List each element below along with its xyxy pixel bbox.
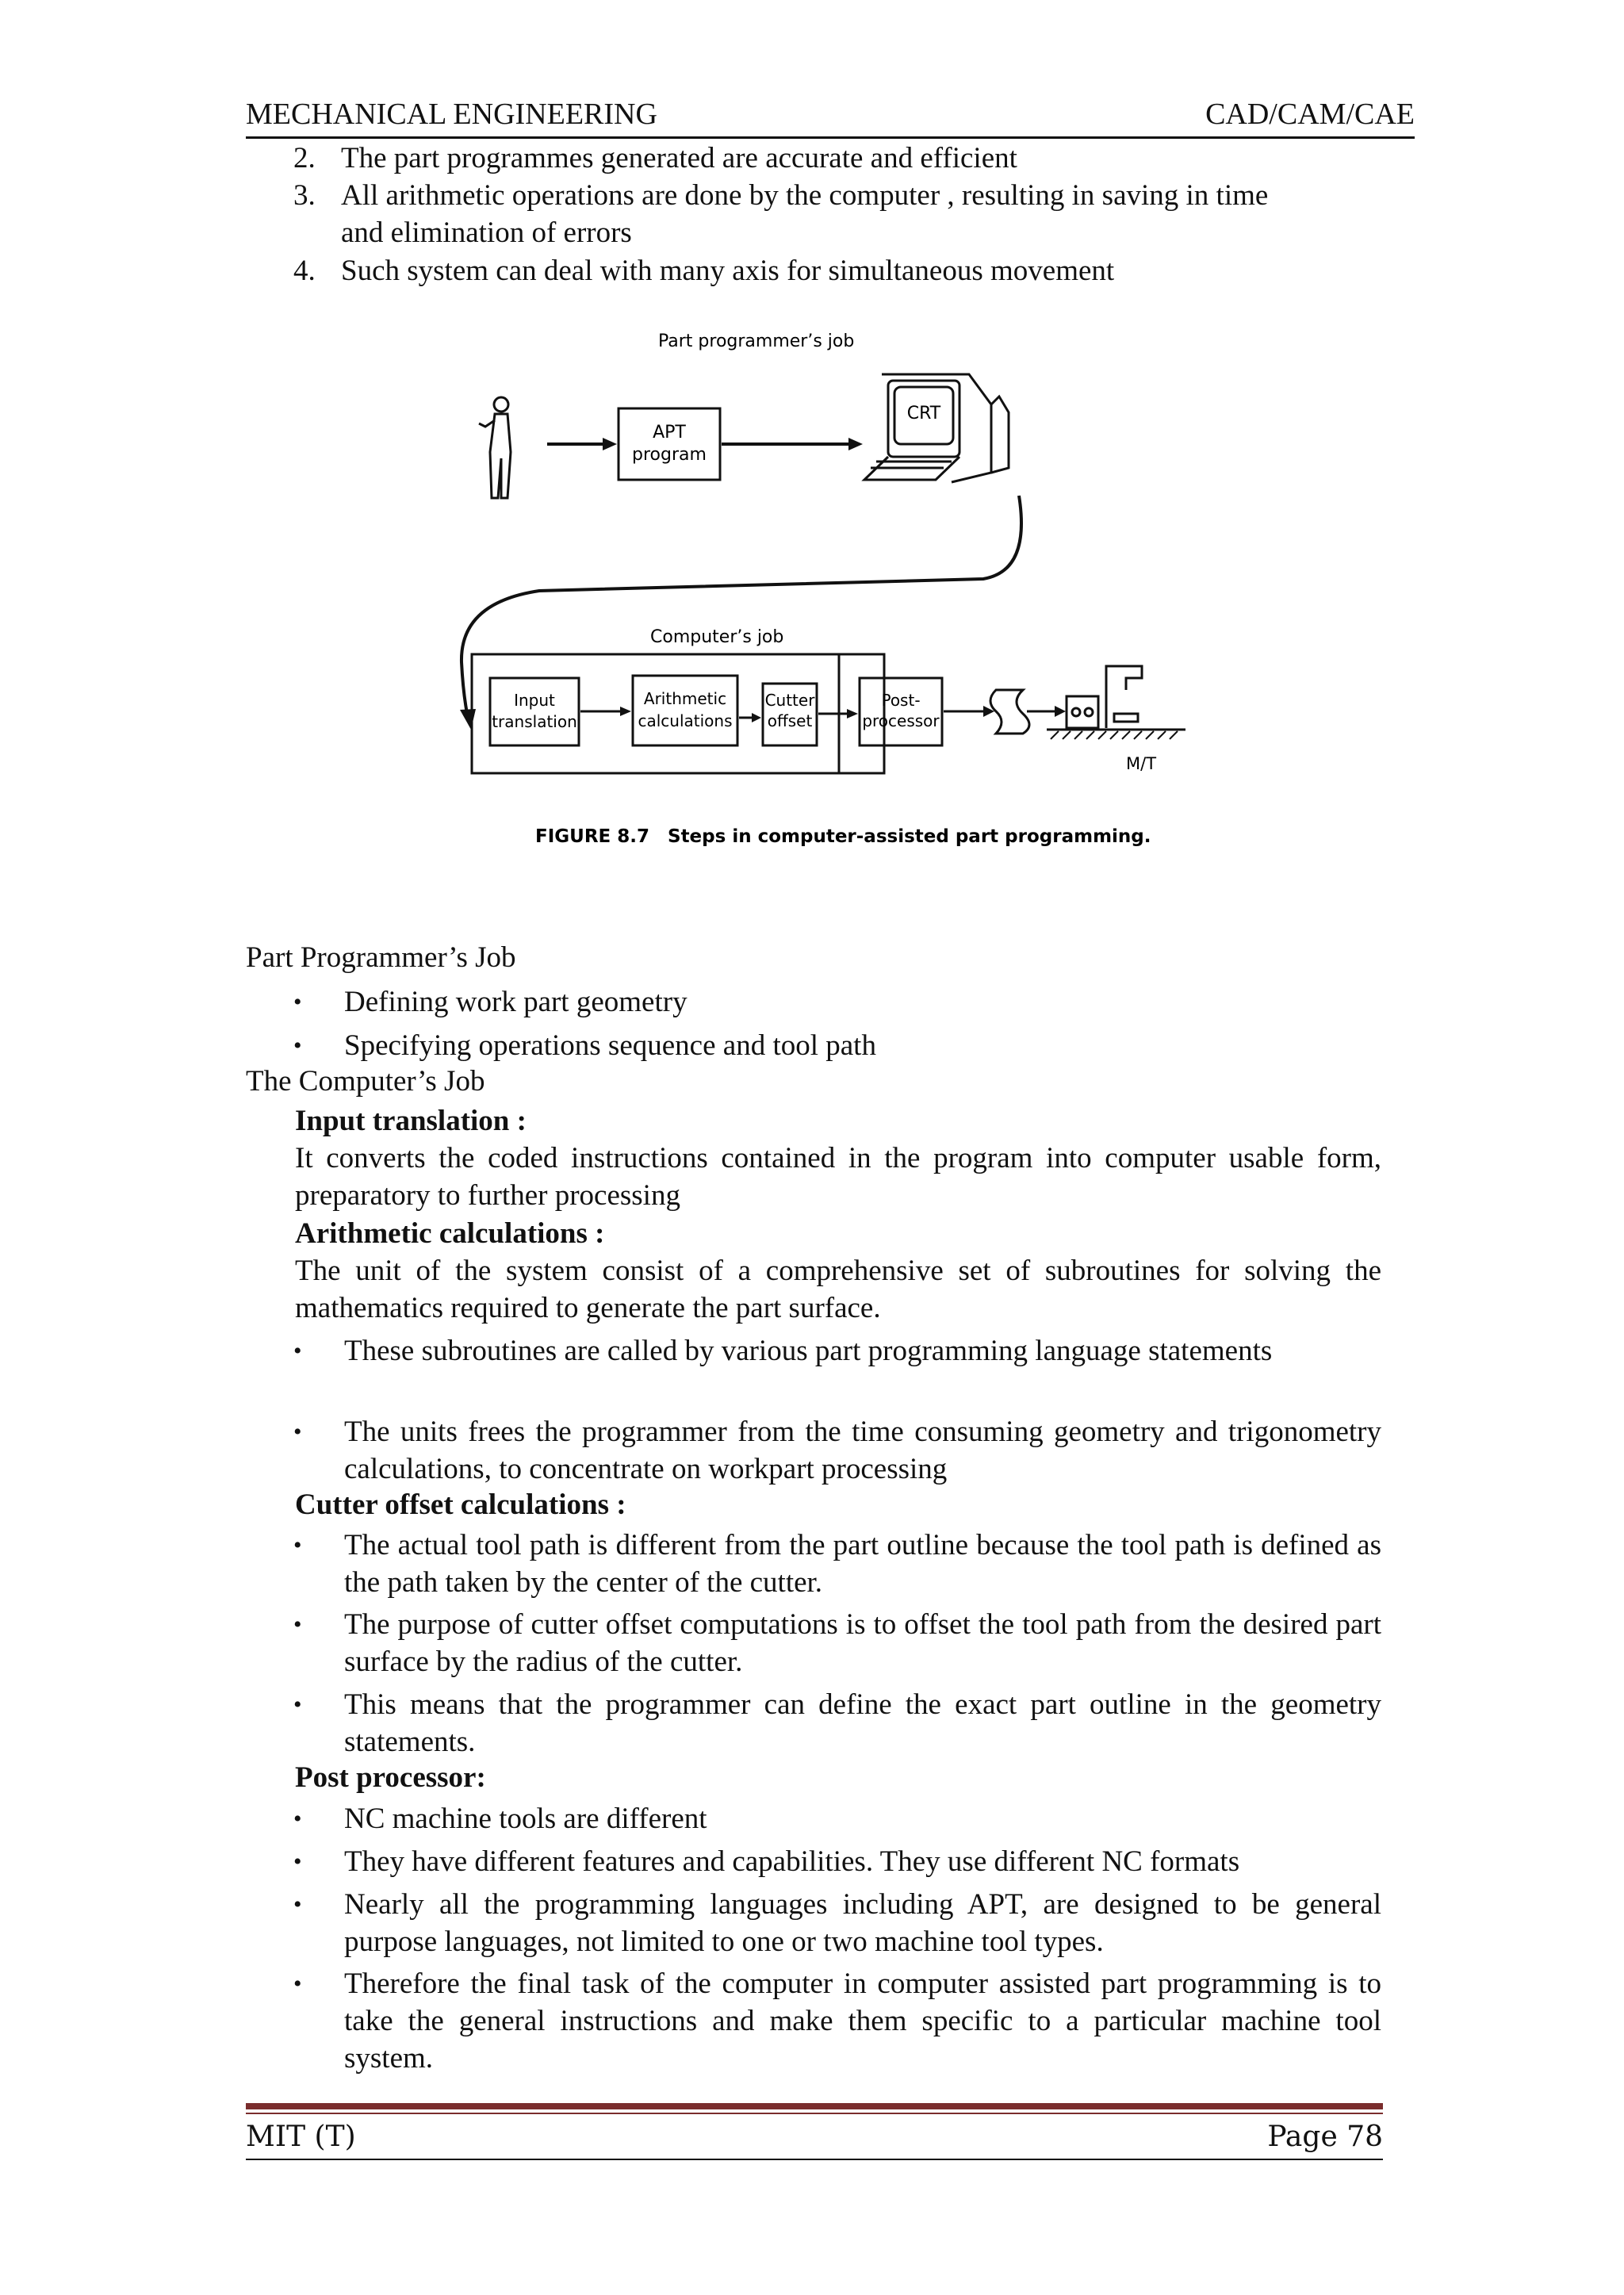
svg-text:Post-: Post- [881,691,921,710]
footer-left: MIT (T) [246,2121,356,2153]
footer-rule-thin [246,2113,1383,2114]
svg-text:processor: processor [862,711,940,730]
input-translation-text: It converts the coded instructions contained in the program into computer usable form, preparatory to further processing [295,1142,1381,1212]
svg-text:offset: offset [767,711,813,730]
mt-label: M/T [1126,754,1157,773]
svg-text:Input: Input [514,691,555,710]
header-left: MECHANICAL ENGINEERING [246,98,657,131]
machine-tool-icon [1047,666,1185,730]
figure-caption-text: Steps in computer-assisted part programming. [668,826,1151,847]
svg-text:calculations: calculations [638,711,733,730]
header-rule [246,136,1415,139]
computer-job-label: Computer’s job [650,627,784,647]
figure-diagram [444,317,1237,856]
person-icon [479,397,511,498]
header-right: CAD/CAM/CAE [1205,98,1415,131]
svg-text:program: program [632,445,707,465]
arithmetic-calculations-box [633,676,737,745]
svg-text:APT: APT [653,423,686,443]
page-number: Page 78 [1267,2121,1383,2153]
cutter-offset-heading: Cutter offset calculations : [295,1488,626,1521]
svg-text:Arithmetic: Arithmetic [643,689,727,708]
footer-rule-thick [246,2103,1383,2109]
post-processor-heading: Post processor: [295,1761,486,1794]
figure-caption-number: FIGURE 8.7 [535,826,649,847]
apt-program-box [619,408,720,480]
input-translation-heading: Input translation : [295,1105,527,1137]
section-computer-title: The Computer’s Job [246,1065,485,1098]
arithmetic-heading: Arithmetic calculations : [295,1217,605,1250]
svg-text:translation: translation [492,712,577,731]
crt-terminal-icon [864,374,1009,482]
tape-icon [990,690,1029,734]
section-part-programmer-title: Part Programmer’s Job [246,941,516,974]
arithmetic-text: The unit of the system consist of a comprehensive set of subroutines for solving the mathematics required to generate the part surface. [295,1255,1381,1324]
svg-text:Cutter: Cutter [764,691,815,710]
svg-text:CRT: CRT [906,404,941,423]
footer-bottom-rule [246,2159,1383,2160]
flow-curve [462,496,1021,718]
part-programmer-label: Part programmer’s job [658,331,855,351]
